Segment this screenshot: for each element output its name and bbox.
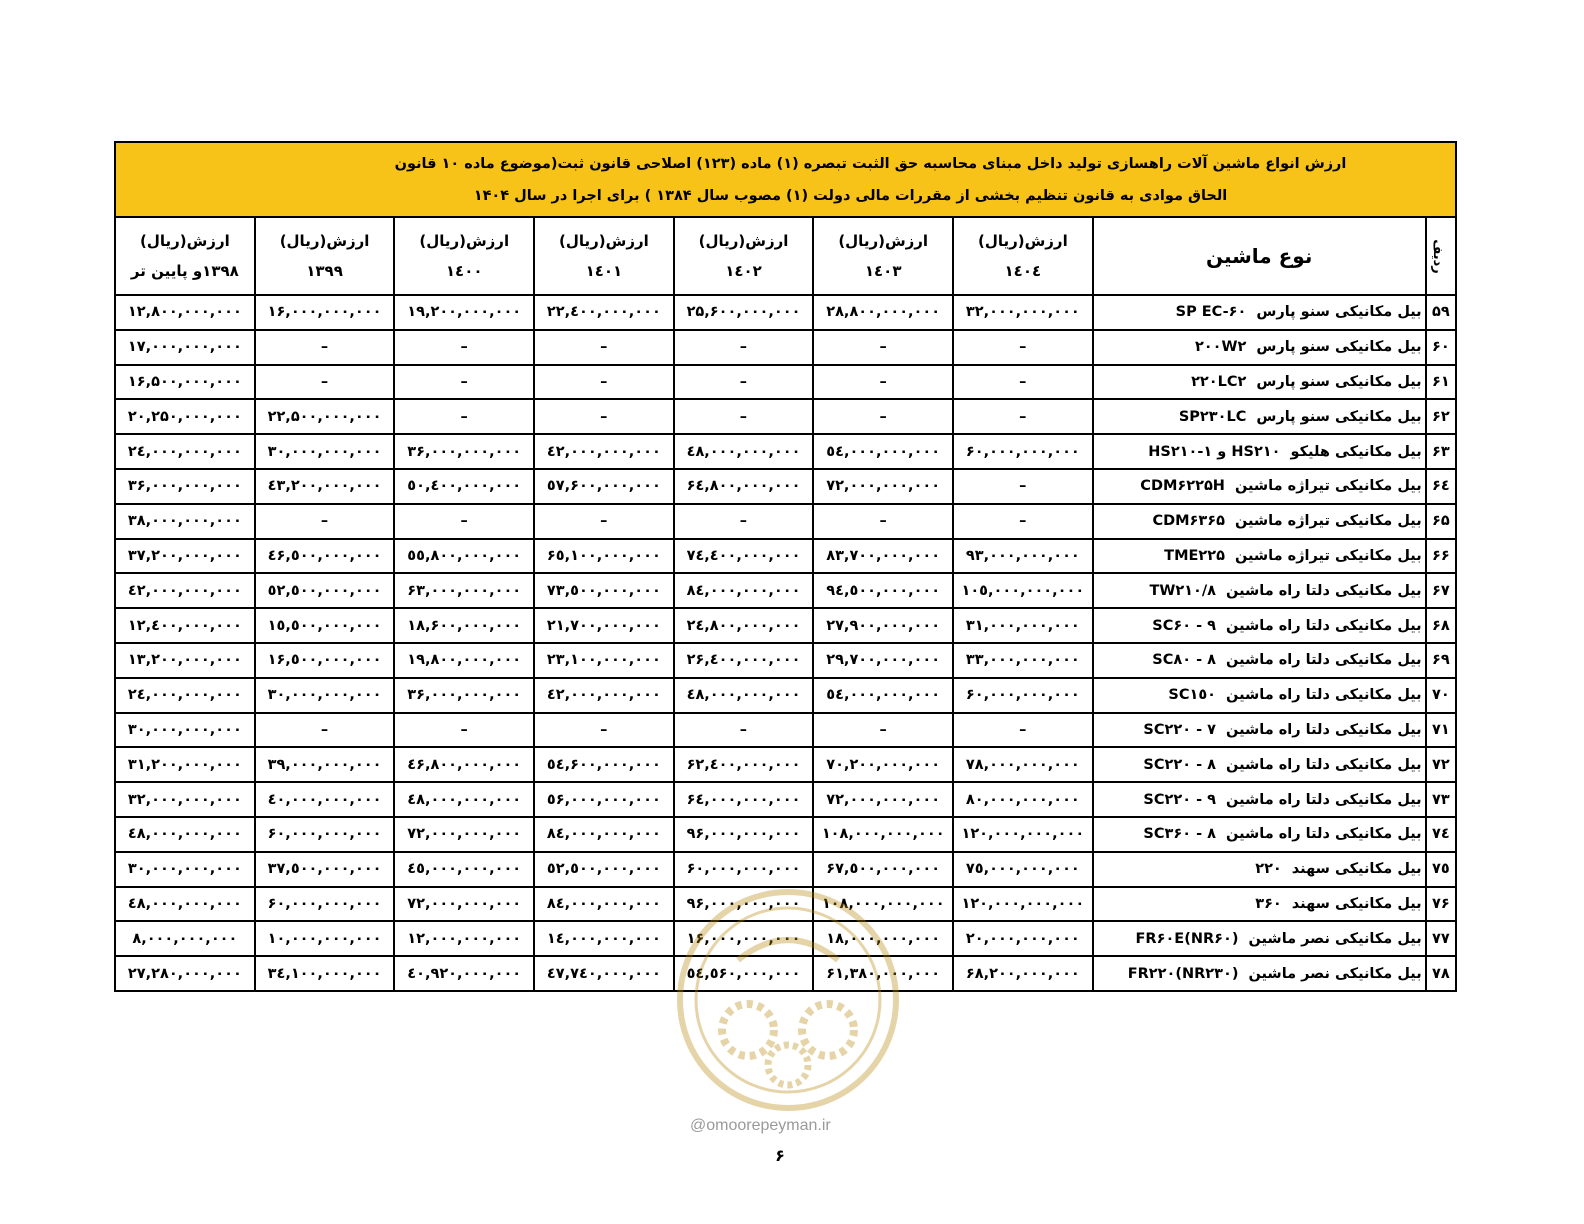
value-cell: ٤٥,۰۰۰,۰۰۰,۰۰۰	[394, 852, 534, 887]
value-cell: ٥٤,۶۰۰,۰۰۰,۰۰۰	[534, 747, 674, 782]
header-value-column	[394, 217, 534, 295]
machine-name: بیل مکانیکی هلیکو	[1290, 443, 1422, 460]
value-cell: ۳۷,۲۰۰,۰۰۰,۰۰۰	[115, 539, 255, 574]
value-cell: –	[394, 365, 534, 400]
value-cell: –	[674, 365, 814, 400]
value-cell: ۳۸,۰۰۰,۰۰۰,۰۰۰	[115, 504, 255, 539]
row-number: ۶٤	[1426, 469, 1456, 504]
value-cell: ۱۹,۸۰۰,۰۰۰,۰۰۰	[394, 643, 534, 678]
table-row	[115, 713, 1456, 748]
machine-model: FR۶۰E(NR۶۰)	[1135, 930, 1239, 947]
value-cell: ۲٤,۰۰۰,۰۰۰,۰۰۰	[115, 678, 255, 713]
value-cell: ۸۰,۰۰۰,۰۰۰,۰۰۰	[953, 782, 1093, 817]
value-cell: ۷۲,۰۰۰,۰۰۰,۰۰۰	[813, 469, 953, 504]
value-cell: ٤۶,۸۰۰,۰۰۰,۰۰۰	[394, 747, 534, 782]
value-cell: ۲۶,٤۰۰,۰۰۰,۰۰۰	[674, 643, 814, 678]
value-cell: ۶٤,۰۰۰,۰۰۰,۰۰۰	[674, 782, 814, 817]
value-cell: ۳۱,۰۰۰,۰۰۰,۰۰۰	[953, 608, 1093, 643]
row-number: ۶۳	[1426, 434, 1456, 469]
value-cell: ٥۲,٥۰۰,۰۰۰,۰۰۰	[534, 852, 674, 887]
value-cell: –	[255, 713, 395, 748]
value-cell: ۳۶,۰۰۰,۰۰۰,۰۰۰	[115, 469, 255, 504]
machine-model: TME۲۲۵	[1164, 547, 1225, 564]
machine-name: بیل مکانیکی دلتا راه ماشین	[1226, 721, 1422, 738]
machine-name: بیل مکانیکی سنو پارس	[1256, 408, 1422, 425]
value-cell: ٤۰,۹۲۰,۰۰۰,۰۰۰	[394, 956, 534, 991]
header-value-label: ارزش(ریال)	[698, 232, 789, 250]
machine-name-cell	[1093, 887, 1426, 922]
row-number: ۷۱	[1426, 713, 1456, 748]
value-cell: ۶۰,۰۰۰,۰۰۰,۰۰۰	[674, 852, 814, 887]
machine-name: بیل مکانیکی تیراژه ماشین	[1234, 478, 1422, 495]
machine-name-cell	[1093, 573, 1426, 608]
header-value-column	[674, 217, 814, 295]
machine-model: TW۲۱۰/۸	[1149, 582, 1217, 599]
header-year: ۱۳۹۸و پایین تر	[130, 262, 239, 280]
value-cell: ۱۲,٤۰۰,۰۰۰,۰۰۰	[115, 608, 255, 643]
value-cell: ٤۸,۰۰۰,۰۰۰,۰۰۰	[674, 678, 814, 713]
header-value-label: ارزش(ریال)	[139, 232, 230, 250]
value-cell: –	[953, 713, 1093, 748]
row-number: ۶۶	[1426, 539, 1456, 574]
value-cell: ۱۶,۰۰۰,۰۰۰,۰۰۰	[255, 295, 395, 330]
table-row	[115, 365, 1456, 400]
table-row	[115, 678, 1456, 713]
header-value-column	[534, 217, 674, 295]
table-row	[115, 817, 1456, 852]
value-cell: ٤۲,۰۰۰,۰۰۰,۰۰۰	[534, 678, 674, 713]
title-line-1: ارزش انواع ماشین آلات راهسازی تولید داخل مبنای محاسبه حق الثبت تبصره (۱) ماده (۱۲۳) اصلاحی قانون ثبت(موضوع ماده ۱۰ قانون	[394, 155, 1347, 172]
table-row	[115, 539, 1456, 574]
value-cell: ۳۲,۰۰۰,۰۰۰,۰۰۰	[115, 782, 255, 817]
machine-name-cell	[1093, 608, 1426, 643]
value-cell: ۶۰,۰۰۰,۰۰۰,۰۰۰	[255, 887, 395, 922]
value-cell: –	[813, 330, 953, 365]
value-cell: ٤۶,٥۰۰,۰۰۰,۰۰۰	[255, 539, 395, 574]
value-cell: ٤۸,۰۰۰,۰۰۰,۰۰۰	[674, 434, 814, 469]
table-row	[115, 608, 1456, 643]
machine-name: بیل مکانیکی تیراژه ماشین	[1234, 513, 1422, 530]
machine-model: ۲۲۰	[1255, 861, 1282, 878]
machine-name: بیل مکانیکی دلتا راه ماشین	[1226, 687, 1422, 704]
value-cell: –	[813, 713, 953, 748]
machine-name-cell	[1093, 469, 1426, 504]
value-cell: –	[813, 504, 953, 539]
value-cell: ۲۹,۷۰۰,۰۰۰,۰۰۰	[813, 643, 953, 678]
row-number: ۷٥	[1426, 852, 1456, 887]
header-year: ۱٤۰۰	[445, 262, 483, 280]
value-cell: ۲۰,۲۵۰,۰۰۰,۰۰۰	[115, 399, 255, 434]
value-cell: ۸٤,۰۰۰,۰۰۰,۰۰۰	[674, 573, 814, 608]
header-year: ۱٤۰۲	[725, 262, 762, 280]
value-cell: ۱۹,۲۰۰,۰۰۰,۰۰۰	[394, 295, 534, 330]
value-cell: ۳۶,۰۰۰,۰۰۰,۰۰۰	[394, 678, 534, 713]
row-number: ۶۰	[1426, 330, 1456, 365]
header-value-column	[255, 217, 395, 295]
value-cell: ۳۰,۰۰۰,۰۰۰,۰۰۰	[255, 434, 395, 469]
value-cell: ۶۰,۰۰۰,۰۰۰,۰۰۰	[953, 434, 1093, 469]
row-number: ۷۰	[1426, 678, 1456, 713]
value-cell: ۲۲,٤۰۰,۰۰۰,۰۰۰	[534, 295, 674, 330]
value-cell: ۲۳,۱۰۰,۰۰۰,۰۰۰	[534, 643, 674, 678]
value-cell: ۶٤,۸۰۰,۰۰۰,۰۰۰	[674, 469, 814, 504]
value-cell: ۳۰,۰۰۰,۰۰۰,۰۰۰	[115, 852, 255, 887]
machine-name-cell	[1093, 782, 1426, 817]
value-cell: ۲۷,۲۸۰,۰۰۰,۰۰۰	[115, 956, 255, 991]
value-cell: ۶۸,۲۰۰,۰۰۰,۰۰۰	[953, 956, 1093, 991]
machine-model: HS۲۱۰-۱ و HS۲۱۰	[1148, 443, 1281, 460]
machine-name: بیل مکانیکی سنو پارس	[1256, 304, 1422, 321]
valuation-table	[114, 141, 1457, 992]
value-cell: ۶۷,٥۰۰,۰۰۰,۰۰۰	[813, 852, 953, 887]
value-cell: –	[534, 399, 674, 434]
value-cell: ۱۲,۸۰۰,۰۰۰,۰۰۰	[115, 295, 255, 330]
value-cell: –	[674, 399, 814, 434]
value-cell: ۹٤,٥۰۰,۰۰۰,۰۰۰	[813, 573, 953, 608]
row-number: ۶۹	[1426, 643, 1456, 678]
machine-name: بیل مکانیکی نصر ماشین	[1248, 965, 1422, 982]
value-cell: ۷۰,۲۰۰,۰۰۰,۰۰۰	[813, 747, 953, 782]
title-line-2: الحاق موادی به قانون تنظیم بخشی از مقررات مالی دولت (۱) مصوب سال ۱۳۸۴ ) برای اجرا در سال ۱۴۰۴	[473, 187, 1228, 204]
machine-name: بیل مکانیکی دلتا راه ماشین	[1226, 617, 1422, 634]
value-cell: ۸۳,۷۰۰,۰۰۰,۰۰۰	[813, 539, 953, 574]
machine-name-cell	[1093, 504, 1426, 539]
machine-name-cell	[1093, 956, 1426, 991]
machine-name-cell	[1093, 434, 1426, 469]
value-cell: ۳۷,٥۰۰,۰۰۰,۰۰۰	[255, 852, 395, 887]
value-cell: ۳۰,۰۰۰,۰۰۰,۰۰۰	[115, 713, 255, 748]
row-number: ۷٤	[1426, 817, 1456, 852]
header-year: ۱۳۹۹	[306, 262, 343, 280]
row-number: ۷۷	[1426, 921, 1456, 956]
machine-name-cell	[1093, 539, 1426, 574]
header-value-column	[115, 217, 255, 295]
watermark-seal-icon	[668, 880, 908, 1120]
table-row	[115, 573, 1456, 608]
value-cell: ۷۲,۰۰۰,۰۰۰,۰۰۰	[813, 782, 953, 817]
value-cell: ۱۰٥,۰۰۰,۰۰۰,۰۰۰	[953, 573, 1093, 608]
machine-name-cell	[1093, 817, 1426, 852]
machine-name-cell	[1093, 295, 1426, 330]
machine-model: SP EC-۶۰	[1175, 304, 1247, 321]
value-cell: ۱۰۸,۰۰۰,۰۰۰,۰۰۰	[813, 887, 953, 922]
machine-name-cell	[1093, 747, 1426, 782]
machine-model: ۲۲۰LC۲	[1191, 373, 1247, 390]
value-cell: ۲٤,۸۰۰,۰۰۰,۰۰۰	[674, 608, 814, 643]
value-cell: –	[674, 330, 814, 365]
value-cell: –	[394, 330, 534, 365]
row-number: ۶۲	[1426, 399, 1456, 434]
value-cell: ۷۲,۰۰۰,۰۰۰,۰۰۰	[394, 887, 534, 922]
value-cell: ۲۸,۸۰۰,۰۰۰,۰۰۰	[813, 295, 953, 330]
machine-name-cell	[1093, 678, 1426, 713]
machine-model: SC۲۲۰ - ۷	[1143, 721, 1217, 738]
value-cell: –	[394, 504, 534, 539]
machine-name: بیل مکانیکی دلتا راه ماشین	[1226, 756, 1422, 773]
value-cell: ٥٥,۸۰۰,۰۰۰,۰۰۰	[394, 539, 534, 574]
machine-model: ۲۰۰W۲	[1194, 339, 1247, 356]
value-cell: –	[394, 399, 534, 434]
machine-model: SC۲۲۰ - ۸	[1143, 756, 1217, 773]
page-number: ۶	[775, 1146, 785, 1165]
machine-name-cell	[1093, 921, 1426, 956]
table-row	[115, 434, 1456, 469]
table-row	[115, 504, 1456, 539]
table-row	[115, 782, 1456, 817]
value-cell: –	[534, 504, 674, 539]
value-cell: ۲۵,۶۰۰,۰۰۰,۰۰۰	[674, 295, 814, 330]
value-cell: –	[534, 330, 674, 365]
value-cell: ۱۰,۰۰۰,۰۰۰,۰۰۰	[255, 921, 395, 956]
machine-name: بیل مکانیکی دلتا راه ماشین	[1226, 582, 1422, 599]
value-cell: ۳۶,۰۰۰,۰۰۰,۰۰۰	[394, 434, 534, 469]
value-cell: ۷٤,٤۰۰,۰۰۰,۰۰۰	[674, 539, 814, 574]
header-year: ۱٤۰۳	[864, 262, 902, 280]
machine-name: بیل مکانیکی دلتا راه ماشین	[1226, 826, 1422, 843]
value-cell: ۷٥,۰۰۰,۰۰۰,۰۰۰	[953, 852, 1093, 887]
value-cell: ۲۲,۵۰۰,۰۰۰,۰۰۰	[255, 399, 395, 434]
table-row	[115, 643, 1456, 678]
row-number: ۷۳	[1426, 782, 1456, 817]
value-cell: ۱۸,۶۰۰,۰۰۰,۰۰۰	[394, 608, 534, 643]
table-row	[115, 747, 1456, 782]
value-cell: –	[534, 365, 674, 400]
value-cell: ٥۶,۰۰۰,۰۰۰,۰۰۰	[534, 782, 674, 817]
value-cell: ٥٤,۰۰۰,۰۰۰,۰۰۰	[813, 678, 953, 713]
machine-name-cell	[1093, 365, 1426, 400]
value-cell: ۹۶,۰۰۰,۰۰۰,۰۰۰	[674, 887, 814, 922]
value-cell: ۲۱,۷۰۰,۰۰۰,۰۰۰	[534, 608, 674, 643]
table-row	[115, 330, 1456, 365]
watermark-text: @omoorepeyman.ir	[690, 1117, 831, 1134]
value-cell: ۶۰,۰۰۰,۰۰۰,۰۰۰	[255, 817, 395, 852]
value-cell: ۹۳,۰۰۰,۰۰۰,۰۰۰	[953, 539, 1093, 574]
row-number: ۷۶	[1426, 887, 1456, 922]
title-row	[115, 142, 1456, 217]
value-cell: ۲٤,۰۰۰,۰۰۰,۰۰۰	[115, 434, 255, 469]
value-cell: ۱۲۰,۰۰۰,۰۰۰,۰۰۰	[953, 817, 1093, 852]
value-cell: ٥۰,٤۰۰,۰۰۰,۰۰۰	[394, 469, 534, 504]
value-cell: ۱۶,۵۰۰,۰۰۰,۰۰۰	[115, 365, 255, 400]
header-value-label: ارزش(ریال)	[838, 232, 929, 250]
value-cell: –	[813, 365, 953, 400]
value-cell: ٥٤,٥۶۰,۰۰۰,۰۰۰	[674, 956, 814, 991]
value-cell: ۱۲۰,۰۰۰,۰۰۰,۰۰۰	[953, 887, 1093, 922]
value-cell: ۷۳,٥۰۰,۰۰۰,۰۰۰	[534, 573, 674, 608]
value-cell: –	[953, 504, 1093, 539]
header-value-label: ارزش(ریال)	[977, 232, 1068, 250]
value-cell: –	[255, 330, 395, 365]
value-cell: ٤۸,۰۰۰,۰۰۰,۰۰۰	[394, 782, 534, 817]
table-title	[115, 142, 1456, 217]
value-cell: ۶۲,٤۰۰,۰۰۰,۰۰۰	[674, 747, 814, 782]
value-cell: ۳۲,۰۰۰,۰۰۰,۰۰۰	[953, 295, 1093, 330]
machine-name: بیل مکانیکی دلتا راه ماشین	[1226, 791, 1422, 808]
machine-model: SP۲۳۰LC	[1178, 408, 1247, 425]
value-cell: –	[674, 713, 814, 748]
value-cell: ۳۹,۰۰۰,۰۰۰,۰۰۰	[255, 747, 395, 782]
value-cell: ٤۳,۲۰۰,۰۰۰,۰۰۰	[255, 469, 395, 504]
machine-model: CDM۶۲۲۵H	[1140, 478, 1225, 495]
machine-model: FR۲۲۰(NR۲۳۰)	[1127, 965, 1239, 982]
machine-name-cell	[1093, 713, 1426, 748]
value-cell: ۶٥,۱۰۰,۰۰۰,۰۰۰	[534, 539, 674, 574]
value-cell: ۱۸,۰۰۰,۰۰۰,۰۰۰	[813, 921, 953, 956]
row-number: ۷۲	[1426, 747, 1456, 782]
table-row	[115, 469, 1456, 504]
machine-name-cell	[1093, 643, 1426, 678]
value-cell: ۲۷,۹۰۰,۰۰۰,۰۰۰	[813, 608, 953, 643]
machine-model: ۳۶۰	[1255, 895, 1282, 912]
value-cell: ۸,۰۰۰,۰۰۰,۰۰۰	[115, 921, 255, 956]
value-cell: –	[953, 399, 1093, 434]
machine-model: SC۳۶۰ - ۸	[1143, 826, 1217, 843]
machine-model: SC۶۰ - ۹	[1152, 617, 1217, 634]
value-cell: ۱۷,۰۰۰,۰۰۰,۰۰۰	[115, 330, 255, 365]
row-number: ۶۱	[1426, 365, 1456, 400]
value-cell: ۱٥,٥۰۰,۰۰۰,۰۰۰	[255, 608, 395, 643]
machine-name-cell	[1093, 852, 1426, 887]
row-number: ۵۹	[1426, 295, 1456, 330]
value-cell: –	[674, 504, 814, 539]
value-cell: –	[953, 330, 1093, 365]
machine-name: بیل مکانیکی سهند	[1291, 895, 1422, 912]
value-cell: ۱٤,۰۰۰,۰۰۰,۰۰۰	[534, 921, 674, 956]
value-cell: ۱۶,٥۰۰,۰۰۰,۰۰۰	[255, 643, 395, 678]
header-machine-type: نوع ماشین	[1093, 217, 1426, 295]
value-cell: ۸٤,۰۰۰,۰۰۰,۰۰۰	[534, 817, 674, 852]
value-cell: ٤۰,۰۰۰,۰۰۰,۰۰۰	[255, 782, 395, 817]
value-cell: ۷۲,۰۰۰,۰۰۰,۰۰۰	[394, 817, 534, 852]
value-cell: ۱۶,۰۰۰,۰۰۰,۰۰۰	[674, 921, 814, 956]
machine-model: SC۲۲۰ - ۹	[1143, 791, 1217, 808]
header-value-label: ارزش(ریال)	[419, 232, 510, 250]
header-row	[115, 217, 1456, 295]
value-cell: –	[953, 469, 1093, 504]
machine-name: بیل مکانیکی نصر ماشین	[1248, 930, 1422, 947]
value-cell: –	[953, 365, 1093, 400]
header-row-number: ردیف	[1426, 217, 1456, 295]
header-year: ۱٤۰۱	[585, 262, 623, 280]
value-cell: ۶۱,۳۸۰,۰۰۰,۰۰۰	[813, 956, 953, 991]
value-cell: ۶۰,۰۰۰,۰۰۰,۰۰۰	[953, 678, 1093, 713]
value-cell: ۱۰۸,۰۰۰,۰۰۰,۰۰۰	[813, 817, 953, 852]
table-row	[115, 295, 1456, 330]
value-cell: ۷۸,۰۰۰,۰۰۰,۰۰۰	[953, 747, 1093, 782]
value-cell: ۳۱,۲۰۰,۰۰۰,۰۰۰	[115, 747, 255, 782]
header-year: ۱٤۰٤	[1004, 262, 1042, 280]
value-cell: ۲۰,۰۰۰,۰۰۰,۰۰۰	[953, 921, 1093, 956]
row-number: ۶۸	[1426, 608, 1456, 643]
value-cell: ۳۳,۰۰۰,۰۰۰,۰۰۰	[953, 643, 1093, 678]
machine-name: بیل مکانیکی تیراژه ماشین	[1234, 547, 1422, 564]
value-cell: ۳۰,۰۰۰,۰۰۰,۰۰۰	[255, 678, 395, 713]
row-number: ۶۷	[1426, 573, 1456, 608]
value-cell: ٤۲,۰۰۰,۰۰۰,۰۰۰	[115, 573, 255, 608]
value-cell: ٤۲,۰۰۰,۰۰۰,۰۰۰	[534, 434, 674, 469]
header-value-label: ارزش(ریال)	[559, 232, 649, 250]
table-row	[115, 399, 1456, 434]
machine-name-cell	[1093, 399, 1426, 434]
value-cell: ۹۶,۰۰۰,۰۰۰,۰۰۰	[674, 817, 814, 852]
value-cell: ۱۲,۰۰۰,۰۰۰,۰۰۰	[394, 921, 534, 956]
value-cell: ۸٤,۰۰۰,۰۰۰,۰۰۰	[534, 887, 674, 922]
value-cell: ٥۲,٥۰۰,۰۰۰,۰۰۰	[255, 573, 395, 608]
value-cell: –	[813, 399, 953, 434]
value-cell: ٤۷,۷٤۰,۰۰۰,۰۰۰	[534, 956, 674, 991]
header-value-column	[953, 217, 1093, 295]
machine-name: بیل مکانیکی سنو پارس	[1256, 373, 1422, 390]
header-value-label: ارزش(ریال)	[279, 232, 370, 250]
value-cell: ٥۷,۶۰۰,۰۰۰,۰۰۰	[534, 469, 674, 504]
machine-name: بیل مکانیکی سهند	[1291, 861, 1422, 878]
machine-model: CDM۶۳۶۵	[1152, 513, 1225, 530]
row-number: ۶۵	[1426, 504, 1456, 539]
machine-model: SC۸۰ - ۸	[1152, 652, 1217, 669]
value-cell: ٤۸,۰۰۰,۰۰۰,۰۰۰	[115, 817, 255, 852]
value-cell: –	[534, 713, 674, 748]
value-cell: ۱۳,۲۰۰,۰۰۰,۰۰۰	[115, 643, 255, 678]
value-cell: ۳٤,۱۰۰,۰۰۰,۰۰۰	[255, 956, 395, 991]
machine-name-cell	[1093, 330, 1426, 365]
machine-name: بیل مکانیکی دلتا راه ماشین	[1226, 652, 1422, 669]
header-value-column	[813, 217, 953, 295]
value-cell: –	[255, 504, 395, 539]
machine-model: SC۱٥۰	[1168, 687, 1217, 704]
value-cell: –	[255, 365, 395, 400]
value-cell: ٥٤,۰۰۰,۰۰۰,۰۰۰	[813, 434, 953, 469]
row-number: ۷۸	[1426, 956, 1456, 991]
value-cell: –	[394, 713, 534, 748]
machine-name: بیل مکانیکی سنو پارس	[1256, 339, 1422, 356]
value-cell: ۶۳,۰۰۰,۰۰۰,۰۰۰	[394, 573, 534, 608]
value-cell: ٤۸,۰۰۰,۰۰۰,۰۰۰	[115, 887, 255, 922]
